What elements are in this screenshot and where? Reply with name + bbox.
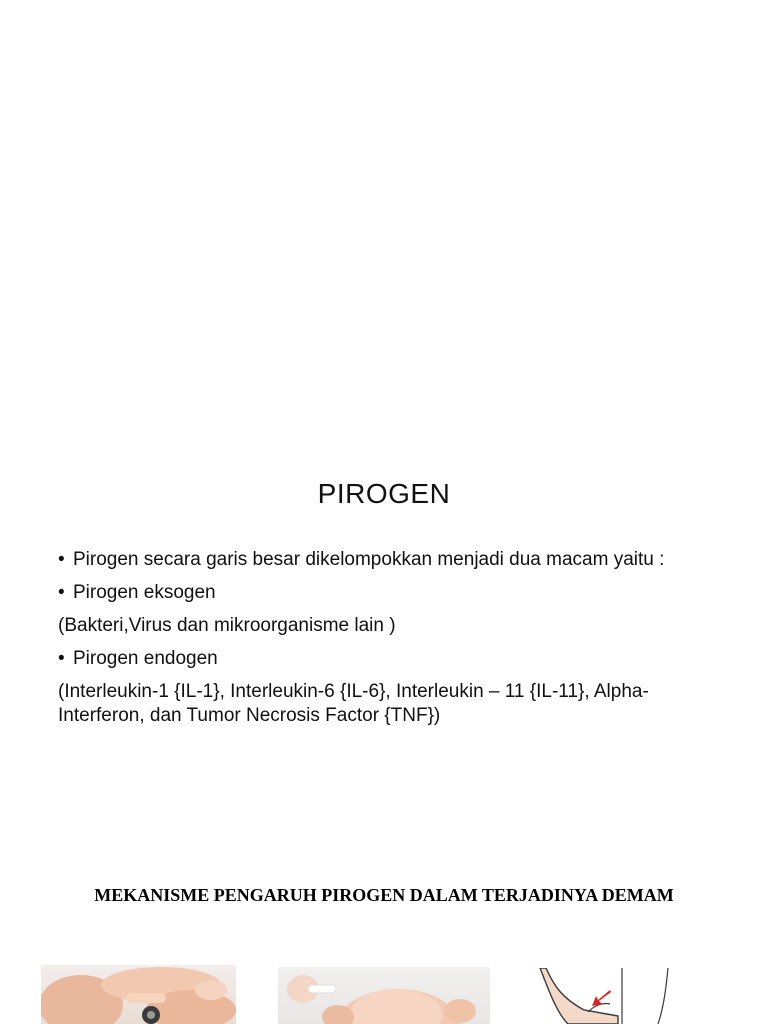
bullet-item [58, 548, 718, 572]
bullet-glyph: • [58, 648, 65, 669]
bullet-item [58, 647, 718, 671]
photo-hands [41, 965, 236, 1024]
bullet-text: Pirogen endogen [73, 648, 218, 669]
body-diagram [518, 968, 696, 1024]
bullet-glyph: • [58, 549, 65, 570]
photo-diagram [518, 968, 696, 1024]
section-heading: MEKANISME PENGARUH PIROGEN DALAM TERJADINYA DEMAM [94, 885, 674, 905]
bullet-item [58, 581, 718, 605]
bullet-text: Pirogen eksogen [73, 582, 216, 603]
slide-content [58, 548, 718, 737]
baby-illustration [278, 967, 490, 1024]
hands-illustration [41, 965, 236, 1024]
plain-text: (Interleukin-1 {IL-1}, Interleukin-6 {IL-6}, Interleukin – 11 {IL-11}, Alpha-Interferon, dan Tumor Necrosis Factor {TNF}) [58, 681, 649, 726]
bullet-text: Pirogen secara garis besar dikelompokkan menjadi dua macam yaitu : [73, 549, 665, 570]
bullet-glyph: • [58, 582, 65, 603]
slide-title: PIROGEN [317, 478, 451, 509]
plain-text: (Bakteri,Virus dan mikroorganisme lain ) [58, 615, 396, 636]
photo-baby [278, 967, 490, 1024]
